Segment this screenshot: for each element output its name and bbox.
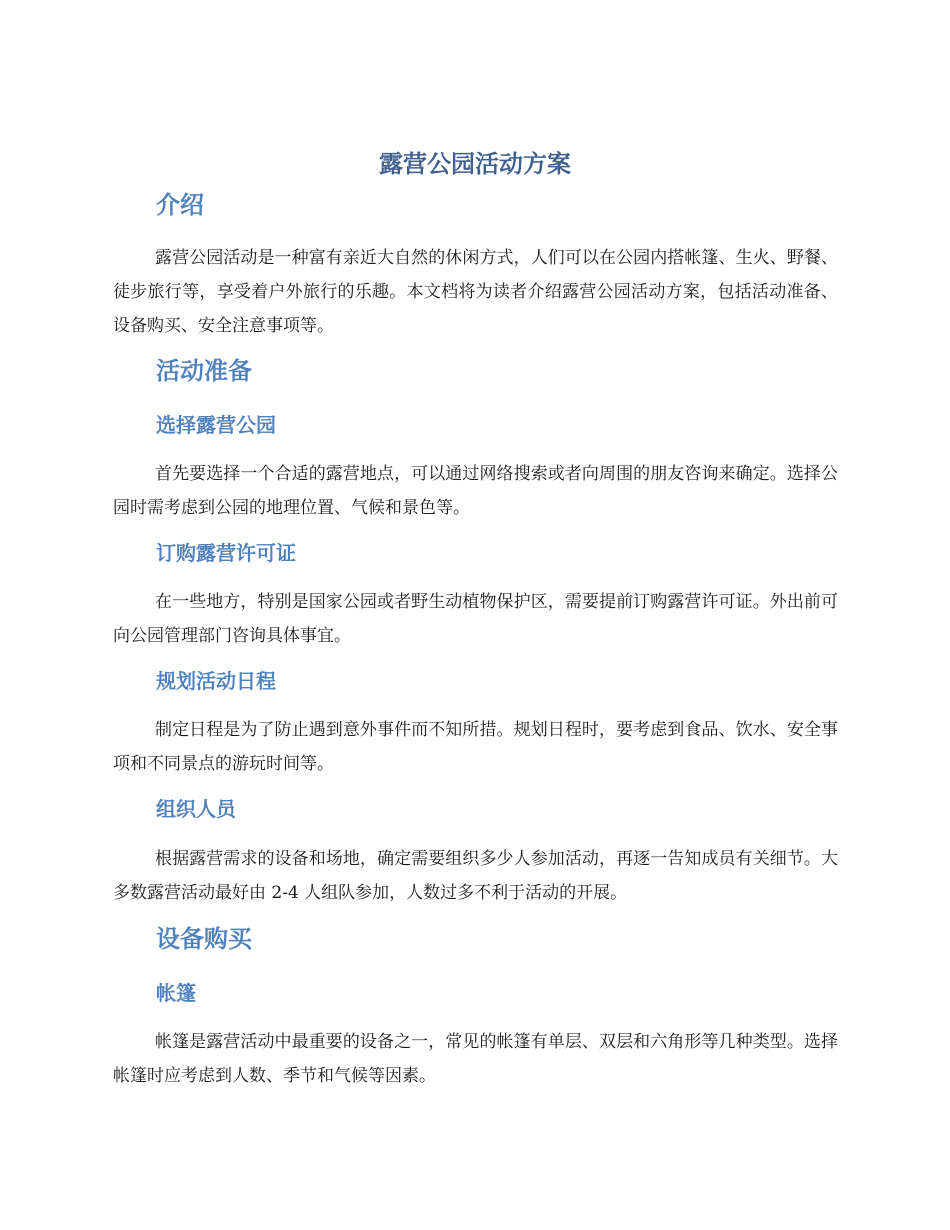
paragraph-tent: 帐篷是露营活动中最重要的设备之一，常见的帐篷有单层、双层和六角形等几种类型。选择帐篷时应考虑到人数、季节和气候等因素。 — [113, 1032, 838, 1086]
paragraph-plan-schedule: 制定日程是为了防止遇到意外事件而不知所措。规划日程时，要考虑到食品、饮水、安全事项和不同景点的游玩时间等。 — [113, 720, 838, 774]
heading-organize-people: 组织人员 — [156, 797, 236, 821]
paragraph-organize-people: 根据露营需求的设备和场地，确定需要组织多少人参加活动，再逐一告知成员有关细节。大多数露营活动最好由 2-4 人组队参加，人数过多不利于活动的开展。 — [113, 849, 838, 903]
heading-tent: 帐篷 — [156, 981, 196, 1005]
paragraph-camping-permit: 在一些地方，特别是国家公园或者野生动植物保护区，需要提前订购露营许可证。外出前可向公园管理部门咨询具体事宜。 — [113, 592, 838, 646]
heading-choose-park: 选择露营公园 — [156, 413, 276, 437]
heading-plan-schedule: 规划活动日程 — [156, 669, 276, 693]
document-title: 露营公园活动方案 — [379, 150, 571, 178]
heading-camping-permit: 订购露营许可证 — [156, 541, 296, 565]
paragraph-introduction: 露营公园活动是一种富有亲近大自然的休闲方式，人们可以在公园内搭帐篷、生火、野餐、徒步旅行等，享受着户外旅行的乐趣。本文档将为读者介绍露营公园活动方案，包括活动准备、设备购买、安全注意事项等。 — [113, 248, 838, 336]
heading-introduction: 介绍 — [156, 191, 204, 219]
heading-activity-preparation: 活动准备 — [156, 357, 252, 385]
heading-equipment-purchase: 设备购买 — [156, 925, 252, 953]
paragraph-choose-park: 首先要选择一个合适的露营地点，可以通过网络搜索或者向周围的朋友咨询来确定。选择公园时需考虑到公园的地理位置、气候和景色等。 — [113, 464, 838, 518]
